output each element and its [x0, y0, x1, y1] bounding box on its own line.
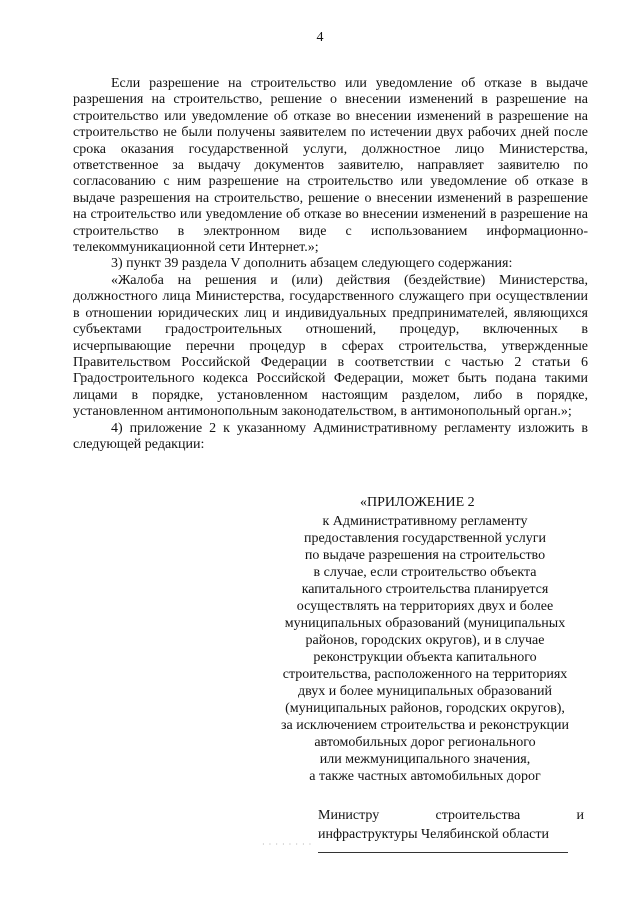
signature-underline	[318, 852, 568, 853]
appendix-line: осуществлять на территориях двух и более	[296, 599, 554, 614]
signature-block	[318, 806, 584, 844]
appendix-line: к Административному регламенту	[322, 514, 528, 529]
appendix-line: двух и более муниципальных образований	[298, 684, 552, 699]
appendix-line: строительства, расположенного на территориях	[282, 667, 568, 682]
appendix-line: автомобильных дорог регионального	[314, 735, 536, 750]
page-number: 4	[316, 30, 324, 45]
appendix-line: за исключением строительства и реконструкции	[280, 718, 570, 733]
paragraph: Если разрешение на строительство или уведомление об отказе в выдаче разрешения на строительство, решение о внесении изменений в разрешение на строительство или уведомление об отказе во внесении изменений в разрешение на строительство не были получены заявителем по истечении двух рабочих дней после срока оказания государственной услуги, должностное лицо Министерства, ответственное за выдачу документов заявителю, направляет заявителю по согласованию с ним разрешение на строительство или уведомление об отказе в выдаче разрешения на строительство, решение о внесении изменений в разрешение на строительство или уведомление об отказе во внесении изменений в разрешение на строительство в электронном виде с использованием информационно-телекоммуникационной сети Интернет.»;	[73, 76, 588, 256]
paragraph: 4) приложение 2 к указанному Административному регламенту изложить в следующей редакции:	[73, 420, 588, 452]
appendix-description	[265, 513, 585, 785]
paragraph: 3) пункт 39 раздела V дополнить абзацем следующего содержания:	[111, 256, 513, 272]
paragraph: «Жалоба на решения и (или) действия (бездействие) Министерства, должностного лица Министерства, государственного служащего при осуществлении в отношении юридических лиц и индивидуальных предпринимателей, являющихся субъектами градостроительных отношений, процедур, включенных в исчерпывающие перечни процедур в сферах строительства, утвержденные Правительством Российской Федерации в соответствии с частью 2 статьи 6 Градостроительного кодекса Российской Федерации, может быть подана такими лицами в порядке, установленном настоящим разделом, либо в порядке, установленном антимонопольным законодательством, в антимонопольный орган.»;	[73, 272, 588, 420]
appendix-line: районов, городских округов), и в случае	[305, 633, 545, 648]
appendix-line: капитального строительства планируется	[301, 582, 549, 597]
signature-line-1: Министру строительства и	[318, 808, 584, 823]
appendix-line: а также частных автомобильных дорог	[309, 769, 541, 784]
appendix-line: предоставления государственной услуги	[304, 531, 546, 546]
body-text	[73, 76, 588, 453]
appendix-line: по выдаче разрешения на строительство	[304, 548, 546, 563]
stamp-smudge: · · · · · · · ·	[262, 840, 313, 849]
appendix-line: муниципальных образований (муниципальных	[284, 616, 566, 631]
appendix-title: «ПРИЛОЖЕНИЕ 2	[360, 495, 475, 510]
appendix-line: или межмуниципального значения,	[319, 752, 531, 767]
appendix-line: (муниципальных районов, городских округов),	[285, 701, 565, 716]
appendix-line: в случае, если строительство объекта	[313, 565, 537, 580]
signature-line-2: инфраструктуры Челябинской области	[318, 827, 549, 842]
appendix-line: реконструкции объекта капитального	[313, 650, 537, 665]
